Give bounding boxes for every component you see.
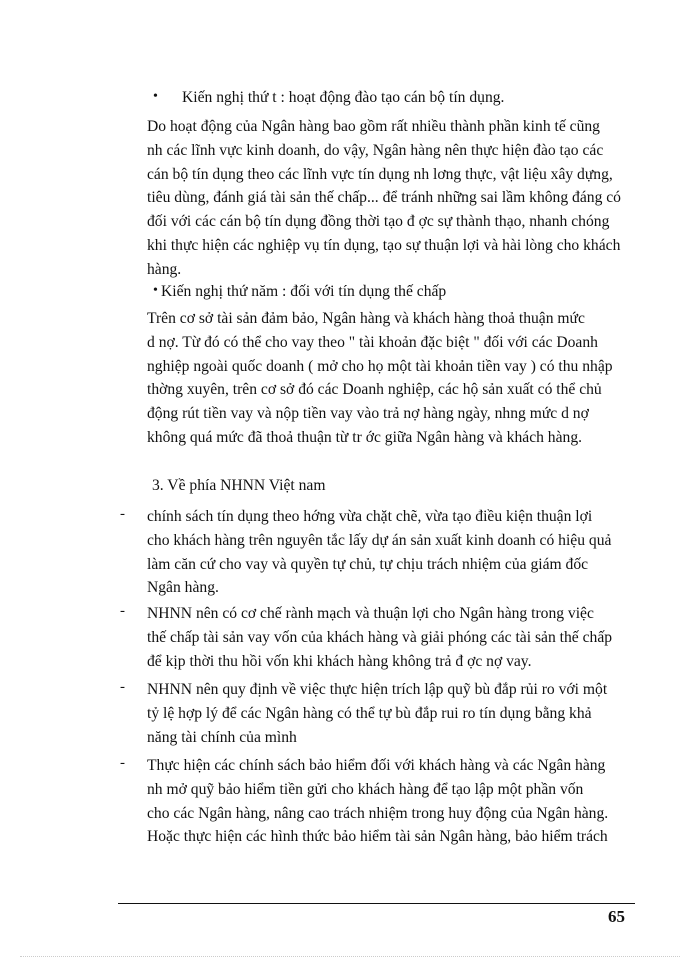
footer-rule (118, 903, 635, 904)
text-line: Thực hiện các chính sách bảo hiểm đối với khách hàng và các Ngân hàng (147, 757, 606, 774)
text-line: thờng xuyên, trên cơ sở đó các Doanh nghiệp, các hộ sản xuất có thể chủ (147, 381, 602, 399)
section-3-heading: 3. Về phía NHNN Việt nam (152, 477, 326, 494)
page-number: 65 (608, 907, 625, 926)
text-line: Do hoạt động của Ngân hàng bao gồm rất nhiều thành phần kinh tế cũng (147, 118, 600, 135)
list-item (147, 602, 633, 673)
text-line: NHNN nên có cơ chế rành mạch và thuận lợi cho Ngân hàng trong việc (147, 605, 594, 622)
text-line: động rút tiền vay và nộp tiền vay vào trả nợ hàng ngày, nhng mức d nợ (147, 405, 589, 423)
text-line: NHNN nên quy định về việc thực hiện trích lập quỹ bù đắp rủi ro với một (147, 681, 608, 698)
text-line: nh mở quỹ bảo hiểm tiền gửi cho khách hàng để tạo lập một phần vốn (147, 780, 584, 798)
text-line: làm căn cứ cho vay và quyền tự chủ, tự chịu trách nhiệm của giám đốc (147, 555, 589, 573)
list-item (147, 505, 633, 600)
bullet-icon: • (153, 283, 158, 298)
text-line: tiêu dùng, đánh giá tài sản thế chấp... để tránh những sai lầm không đáng có (147, 189, 621, 207)
text-line: cán bộ tín dụng theo các lĩnh vực tín dụng nh lơng thực, vật liệu xây dựng, (147, 165, 613, 183)
dash-bullet-icon: - (120, 755, 125, 771)
text-line: tỷ lệ hợp lý để các Ngân hàng có thể tự bù đắp rui ro tín dụng bằng khả (147, 704, 592, 722)
text-line: hàng. (147, 260, 182, 278)
page-edge (20, 956, 680, 957)
text-line: khi thực hiện các nghiệp vụ tín dụng, tạo sự thuận lợi và hài lòng cho khách (147, 236, 621, 254)
text-line: thế chấp tài sản vay vốn của khách hàng và giải phóng các tài sản thế chấp (147, 628, 613, 646)
recommendation-4-body (147, 115, 633, 282)
text-line: Hoặc thực hiện các hình thức bảo hiểm tài sản Ngân hàng, bảo hiểm trách (147, 828, 608, 846)
bullet-icon: • (153, 89, 158, 104)
text-line: d nợ. Từ đó có thể cho vay theo " tài khoản đặc biệt " đối với các Doanh (147, 333, 598, 351)
dash-bullet-icon: - (120, 506, 125, 522)
text-line: Trên cơ sở tài sản đảm bảo, Ngân hàng và khách hàng thoả thuận mức (147, 310, 585, 327)
recommendation-5-body (147, 307, 633, 450)
text-line: Ngân hàng. (147, 579, 219, 597)
recommendation-4-title: Kiến nghị thứ t : hoạt động đào tạo cán bộ tín dụng. (182, 89, 505, 106)
text-line: nh các lĩnh vực kinh doanh, do vậy, Ngân hàng nên thực hiện đào tạo các (147, 141, 604, 159)
text-line: cho khách hàng trên nguyên tắc lấy dự án sản xuất kinh doanh có hiệu quả (147, 531, 612, 549)
text-line: nghiệp ngoài quốc doanh ( mở cho họ một tài khoản tiền vay ) có thu nhập (147, 357, 613, 375)
text-line: không quá mức đã thoả thuận từ tr ớc giữa Ngân hàng và khách hàng. (147, 428, 583, 446)
dash-bullet-icon: - (120, 603, 125, 619)
text-line: chính sách tín dụng theo hớng vừa chặt chẽ, vừa tạo điều kiện thuận lợi (147, 508, 593, 525)
list-item (147, 678, 633, 749)
dash-bullet-icon: - (120, 679, 125, 695)
text-line: để kịp thời thu hồi vốn khi khách hàng không trả đ ợc nợ vay. (147, 652, 532, 670)
text-line: cho các Ngân hàng, nâng cao trách nhiệm trong huy động của Ngân hàng. (147, 804, 609, 822)
text-line: đối với các cán bộ tín dụng đồng thời tạo đ ợc sự thành thạo, nhanh chóng (147, 213, 610, 231)
text-line: năng tài chính của mình (147, 728, 297, 746)
list-item (147, 754, 633, 849)
recommendation-5-title: Kiến nghị thứ năm : đối với tín dụng thế chấp (161, 283, 447, 300)
